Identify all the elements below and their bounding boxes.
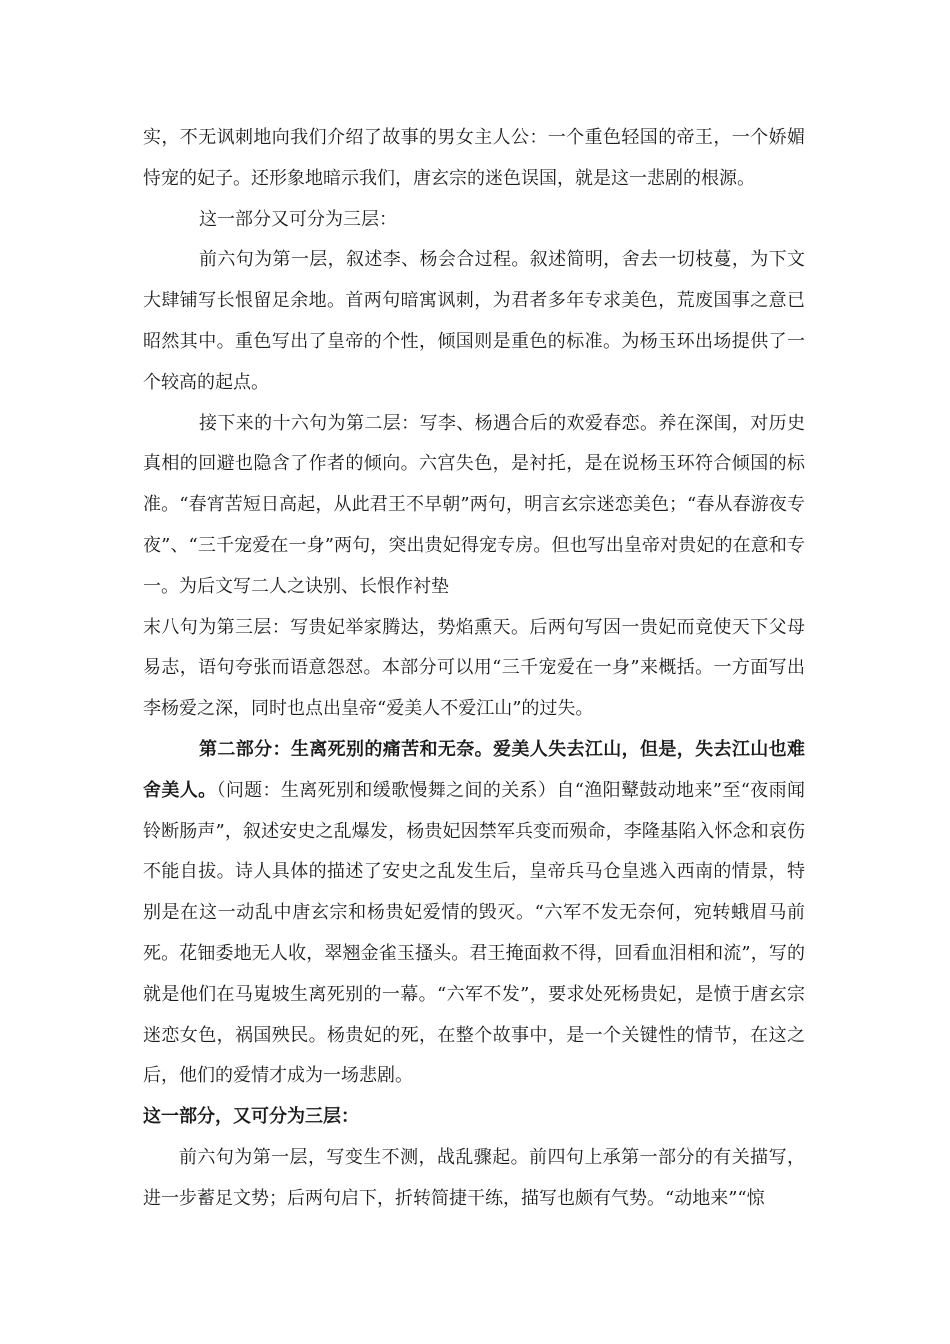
paragraph-1: 实，不无讽刺地向我们介绍了故事的男女主人公：一个重色轻国的帝王，一个娇媚恃宠的妃子。还形象地暗示我们，唐玄宗的迷色误国，就是这一悲剧的根源。 <box>143 127 805 189</box>
paragraph-6 <box>143 730 805 1097</box>
paragraph-5: 末八句为第三层：写贵妃举家腾达，势焰熏天。后两句写因一贵妃而竟使天下父母易志，语句夸张而语意怨怼。本部分可以用“三千宠爱在一身”来概括。一方面写出李杨爱之深，同时也点出皇帝“爱美人不爱江山”的过失。 <box>143 616 805 720</box>
paragraph-8: 前六句为第一层，写变生不测，战乱骤起。前四句上承第一部分的有关描写，进一步蓄足文势；后两句启下，折转简捷干练，描写也颇有气势。“动地来”“惊 <box>143 1146 805 1209</box>
paragraph-7: 这一部分，又可分为三层： <box>143 1106 359 1128</box>
paragraph-6-body: （问题：生离死别和缓歌慢舞之间的关系）自“渔阳鼙鼓动地来”至“夜雨闻铃断肠声”，叙述安史之乱爆发，杨贵妃因禁军兵变而殒命，李隆基陷入怀念和哀伤不能自拔。诗人具体的描述了安史之乱发生后，皇帝兵马仓皇逃入西南的情景，特别是在这一动乱中唐玄宗和杨贵妃爱情的毁灭。“六军不发无奈何，宛转蛾眉马前死。花钿委地无人收，翠翘金雀玉搔头。君王掩面救不得，回看血泪相和流”，写的就是他们在马嵬坡生离死别的一幕。“六军不发”，要求处死杨贵妃，是愤于唐玄宗迷恋女色，祸国殃民。杨贵妃的死，在整个故事中，是一个关键性的情节，在这之后，他们的爱情才成为一场悲剧。 <box>143 779 805 1087</box>
paragraph-3: 前六句为第一层，叙述李、杨会合过程。叙述简明，舍去一切枝蔓，为下文大肆铺写长恨留足余地。首两句暗寓讽刺，为君者多年专求美色，荒废国事之意已昭然其中。重色写出了皇帝的个性，倾国则是重色的标准。为杨玉环出场提供了一个较高的起点。 <box>143 249 805 393</box>
paragraph-2: 这一部分又可分为三层： <box>199 208 397 230</box>
paragraph-4: 接下来的十六句为第二层：写李、杨遇合后的欢爱春恋。养在深闺，对历史真相的回避也隐含了作者的倾向。六宫失色，是衬托，是在说杨玉环符合倾国的标准。“春宵苦短日高起，从此君王不早朝”两句，明言玄宗迷恋美色；“春从春游夜专夜”、“三千宠爱在一身”两句，突出贵妃得宠专房。但也写出皇帝对贵妃的在意和专一。为后文写二人之诀别、长恨作衬垫 <box>143 412 805 597</box>
section-heading-2: 第二部分：生离死别的痛苦和无奈。爱美人失去江山，但是，失去江山也难舍美人。 <box>143 738 805 801</box>
body-text <box>143 118 805 1220</box>
